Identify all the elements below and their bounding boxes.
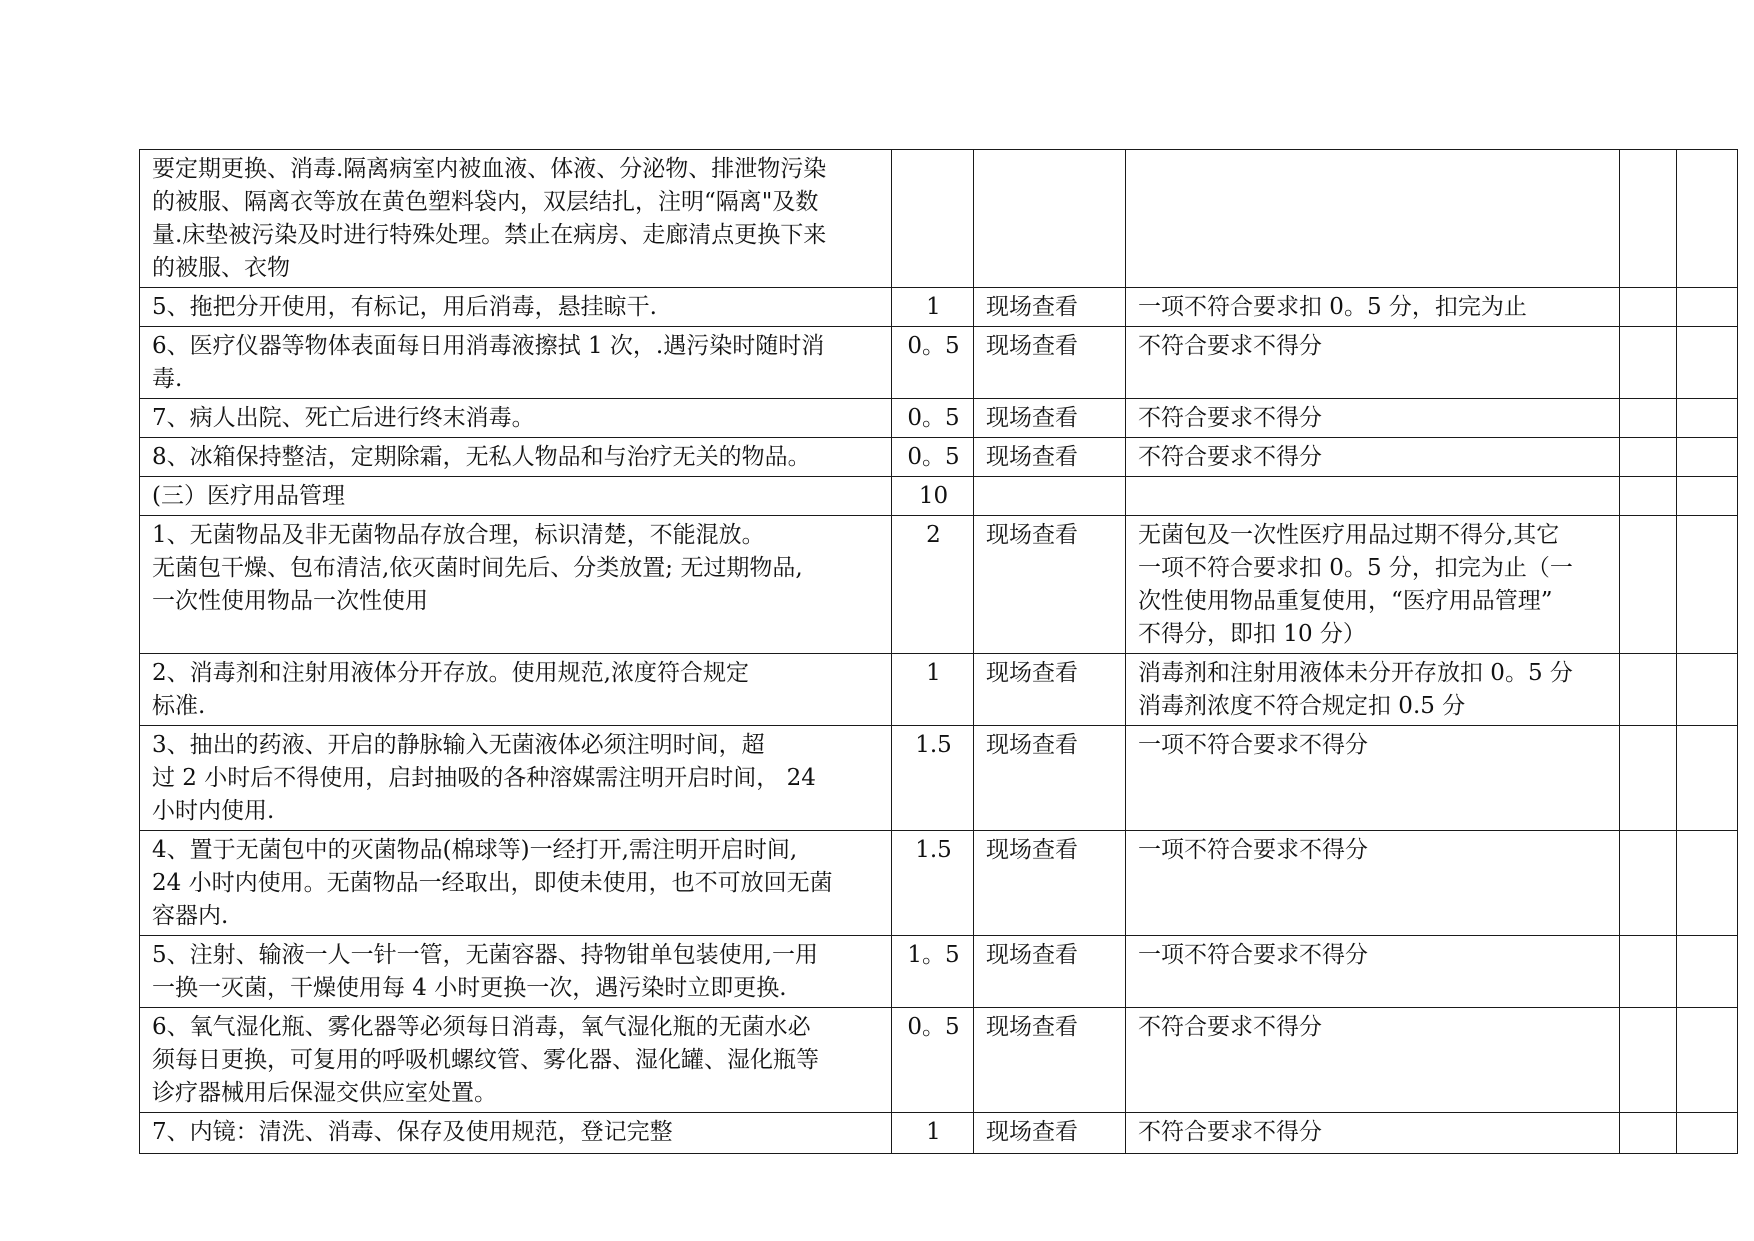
deduction-rule-cell xyxy=(1126,654,1620,726)
rule-text-line: 不符合要求不得分 xyxy=(1138,1119,1322,1145)
item-text-line: 5、注射、输液一人一针一管，无菌容器、持物钳单包装使用,一用 xyxy=(152,942,818,968)
deduction-rule-cell xyxy=(1126,399,1620,438)
table-row xyxy=(140,654,1738,726)
method-cell xyxy=(974,150,1126,288)
item-text-line: 标准. xyxy=(152,693,206,719)
item-text-line: (三）医疗用品管理 xyxy=(152,483,345,509)
item-cell xyxy=(140,831,892,936)
rule-text-line: 不符合要求不得分 xyxy=(1138,1014,1322,1040)
method-cell: 现场查看 xyxy=(974,327,1126,399)
deduction-blank-cell xyxy=(1620,1113,1677,1154)
rule-text-line: 消毒剂浓度不符合规定扣 0.5 分 xyxy=(1138,693,1466,719)
table-row xyxy=(140,288,1738,327)
deduction-rule-cell xyxy=(1126,1113,1620,1154)
item-text-line: 小时内使用. xyxy=(152,798,275,824)
rule-text-line: 不符合要求不得分 xyxy=(1138,444,1322,470)
item-text-line: 5、拖把分开使用，有标记，用后消毒，悬挂晾干. xyxy=(152,294,657,320)
score-cell: 1 xyxy=(892,1113,974,1154)
table-row xyxy=(140,438,1738,477)
final-score-blank-cell xyxy=(1677,150,1738,288)
method-cell xyxy=(974,477,1126,516)
item-cell xyxy=(140,936,892,1008)
deduction-rule-cell xyxy=(1126,726,1620,831)
item-text-line: 3、抽出的药液、开启的静脉输入无菌液体必须注明时间，超 xyxy=(152,732,765,758)
item-cell xyxy=(140,288,892,327)
item-text-line: 7、内镜：清洗、消毒、保存及使用规范，登记完整 xyxy=(152,1119,673,1145)
final-score-blank-cell xyxy=(1677,438,1738,477)
table-body xyxy=(140,150,1738,1154)
rule-text-line: 一项不符合要求扣 0。5 分，扣完为止 xyxy=(1138,294,1527,320)
item-text-line: 毒. xyxy=(152,366,183,392)
item-cell xyxy=(140,327,892,399)
table-row xyxy=(140,516,1738,654)
final-score-blank-cell xyxy=(1677,516,1738,654)
item-text-line: 1、无菌物品及非无菌物品存放合理，标识清楚，不能混放。 xyxy=(152,522,765,548)
deduction-blank-cell xyxy=(1620,399,1677,438)
item-cell xyxy=(140,726,892,831)
table-row xyxy=(140,1008,1738,1113)
final-score-blank-cell xyxy=(1677,1113,1738,1154)
table-row xyxy=(140,399,1738,438)
method-cell: 现场查看 xyxy=(974,1008,1126,1113)
table-row xyxy=(140,1113,1738,1154)
item-text-line: 过 2 小时后不得使用，启封抽吸的各种溶媒需注明开启时间， 24 xyxy=(152,765,816,791)
score-cell: 1。5 xyxy=(892,936,974,1008)
rule-text-line: 一项不符合要求不得分 xyxy=(1138,837,1368,863)
score-cell: 0。5 xyxy=(892,438,974,477)
method-cell: 现场查看 xyxy=(974,831,1126,936)
method-cell: 现场查看 xyxy=(974,726,1126,831)
item-text-line: 一换一灭菌，干燥使用每 4 小时更换一次，遇污染时立即更换. xyxy=(152,975,787,1001)
table-row xyxy=(140,150,1738,288)
rule-text-line: 无菌包及一次性医疗用品过期不得分,其它 xyxy=(1138,522,1560,548)
deduction-rule-cell xyxy=(1126,288,1620,327)
score-cell: 0。5 xyxy=(892,1008,974,1113)
rule-text-line: 一项不符合要求扣 0。5 分，扣完为止（一 xyxy=(1138,555,1573,581)
final-score-blank-cell xyxy=(1677,831,1738,936)
method-cell: 现场查看 xyxy=(974,399,1126,438)
deduction-rule-cell xyxy=(1126,327,1620,399)
item-text-line: 7、病人出院、死亡后进行终末消毒。 xyxy=(152,405,535,431)
table-row xyxy=(140,831,1738,936)
final-score-blank-cell xyxy=(1677,399,1738,438)
deduction-blank-cell xyxy=(1620,516,1677,654)
item-text-line: 2、消毒剂和注射用液体分开存放。使用规范,浓度符合规定 xyxy=(152,660,749,686)
score-cell: 1.5 xyxy=(892,831,974,936)
item-text-line: 4、置于无菌包中的灭菌物品(棉球等)一经打开,需注明开启时间, xyxy=(152,837,798,863)
deduction-blank-cell xyxy=(1620,150,1677,288)
final-score-blank-cell xyxy=(1677,288,1738,327)
method-cell: 现场查看 xyxy=(974,516,1126,654)
score-cell: 10 xyxy=(892,477,974,516)
rule-text-line: 次性使用物品重复使用，“医疗用品管理” xyxy=(1138,588,1553,614)
item-text-line: 6、医疗仪器等物体表面每日用消毒液擦拭 1 次，.遇污染时随时消 xyxy=(152,333,825,359)
deduction-rule-cell xyxy=(1126,831,1620,936)
item-cell xyxy=(140,1113,892,1154)
table-row xyxy=(140,726,1738,831)
item-cell xyxy=(140,150,892,288)
item-text-line: 8、冰箱保持整洁，定期除霜，无私人物品和与治疗无关的物品。 xyxy=(152,444,811,470)
score-cell: 1 xyxy=(892,654,974,726)
deduction-rule-cell xyxy=(1126,516,1620,654)
table-row xyxy=(140,327,1738,399)
item-text-line: 6、氧气湿化瓶、雾化器等必须每日消毒，氧气湿化瓶的无菌水必 xyxy=(152,1014,811,1040)
final-score-blank-cell xyxy=(1677,726,1738,831)
method-cell: 现场查看 xyxy=(974,1113,1126,1154)
score-cell xyxy=(892,150,974,288)
rule-text-line: 一项不符合要求不得分 xyxy=(1138,942,1368,968)
final-score-blank-cell xyxy=(1677,327,1738,399)
score-cell: 0。5 xyxy=(892,399,974,438)
item-cell xyxy=(140,1008,892,1113)
score-cell: 0。5 xyxy=(892,327,974,399)
deduction-rule-cell xyxy=(1126,438,1620,477)
item-text-line: 无菌包干燥、包布清洁,依灭菌时间先后、分类放置; 无过期物品, xyxy=(152,555,803,581)
table-row xyxy=(140,477,1738,516)
deduction-rule-cell xyxy=(1126,936,1620,1008)
deduction-blank-cell xyxy=(1620,831,1677,936)
method-cell: 现场查看 xyxy=(974,288,1126,327)
item-text-line: 容器内. xyxy=(152,903,229,929)
method-cell: 现场查看 xyxy=(974,438,1126,477)
final-score-blank-cell xyxy=(1677,936,1738,1008)
deduction-rule-cell xyxy=(1126,150,1620,288)
item-text-line: 量.床垫被污染及时进行特殊处理。禁止在病房、走廊清点更换下来 xyxy=(152,222,827,248)
item-cell xyxy=(140,516,892,654)
deduction-blank-cell xyxy=(1620,288,1677,327)
rule-text-line: 不符合要求不得分 xyxy=(1138,405,1322,431)
deduction-rule-cell xyxy=(1126,1008,1620,1113)
final-score-blank-cell xyxy=(1677,654,1738,726)
deduction-blank-cell xyxy=(1620,477,1677,516)
item-cell xyxy=(140,399,892,438)
item-cell xyxy=(140,654,892,726)
deduction-blank-cell xyxy=(1620,726,1677,831)
method-cell: 现场查看 xyxy=(974,654,1126,726)
deduction-rule-cell xyxy=(1126,477,1620,516)
inspection-score-table xyxy=(139,149,1738,1154)
rule-text-line: 不得分，即扣 10 分） xyxy=(1138,621,1366,647)
item-text-line: 诊疗器械用后保湿交供应室处置。 xyxy=(152,1080,497,1106)
deduction-blank-cell xyxy=(1620,327,1677,399)
item-text-line: 的被服、衣物 xyxy=(152,255,290,281)
deduction-blank-cell xyxy=(1620,1008,1677,1113)
deduction-blank-cell xyxy=(1620,936,1677,1008)
item-text-line: 24 小时内使用。无菌物品一经取出，即使未使用，也不可放回无菌 xyxy=(152,870,833,896)
score-cell: 1 xyxy=(892,288,974,327)
item-text-line: 须每日更换，可复用的呼吸机螺纹管、雾化器、湿化罐、湿化瓶等 xyxy=(152,1047,819,1073)
item-cell xyxy=(140,477,892,516)
score-cell: 1.5 xyxy=(892,726,974,831)
score-cell: 2 xyxy=(892,516,974,654)
deduction-blank-cell xyxy=(1620,654,1677,726)
rule-text-line: 不符合要求不得分 xyxy=(1138,333,1322,359)
item-text-line: 要定期更换、消毒.隔离病室内被血液、体液、分泌物、排泄物污染 xyxy=(152,156,827,182)
table-row xyxy=(140,936,1738,1008)
method-cell: 现场查看 xyxy=(974,936,1126,1008)
deduction-blank-cell xyxy=(1620,438,1677,477)
final-score-blank-cell xyxy=(1677,477,1738,516)
rule-text-line: 一项不符合要求不得分 xyxy=(1138,732,1368,758)
item-text-line: 一次性使用物品一次性使用 xyxy=(152,588,428,614)
final-score-blank-cell xyxy=(1677,1008,1738,1113)
rule-text-line: 消毒剂和注射用液体未分开存放扣 0。5 分 xyxy=(1138,660,1573,686)
item-cell xyxy=(140,438,892,477)
item-text-line: 的被服、隔离衣等放在黄色塑料袋内，双层结扎，注明“隔离"及数 xyxy=(152,189,819,215)
